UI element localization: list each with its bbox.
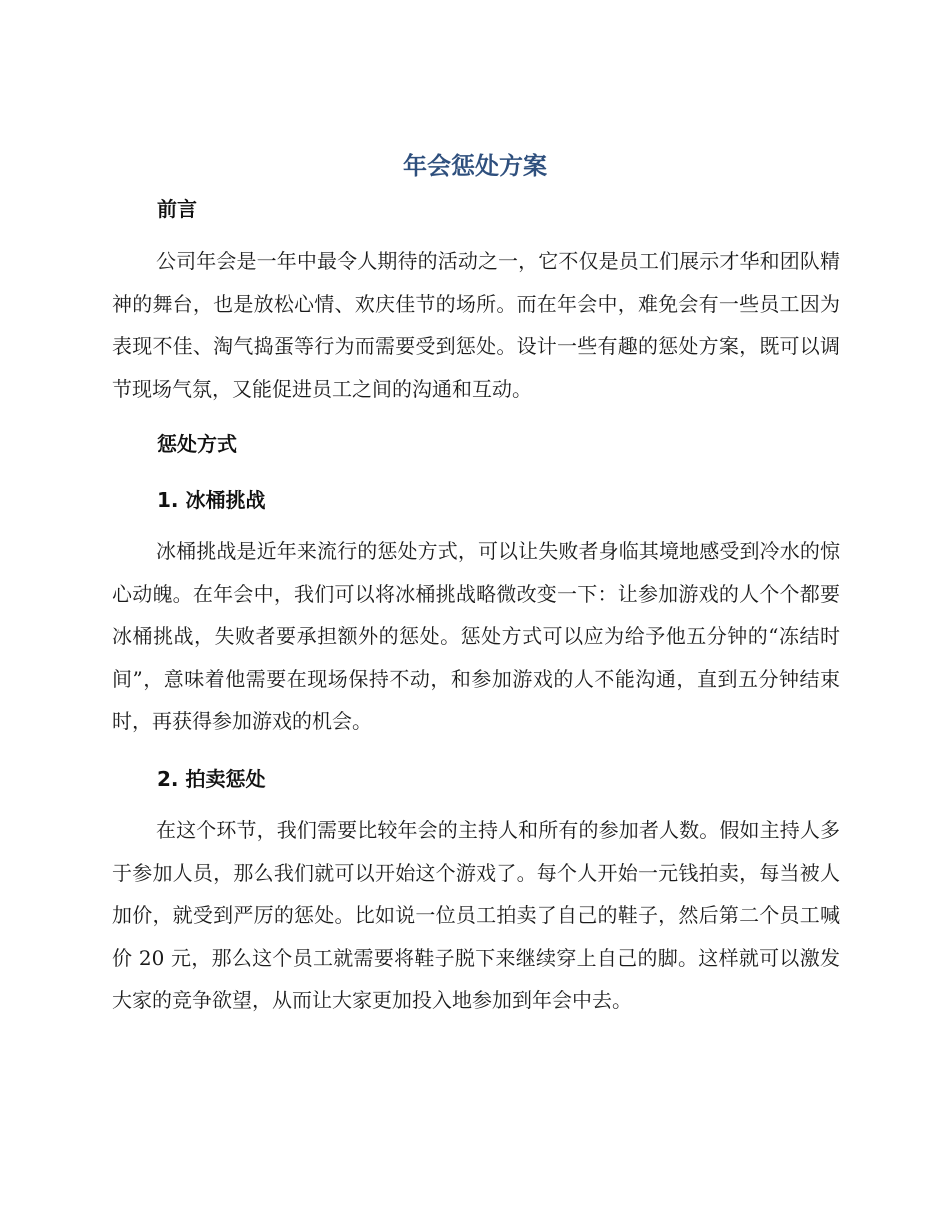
subheading-auction: 2. 拍卖惩处: [157, 767, 266, 791]
subheading-ice-bucket: 1. 冰桶挑战: [157, 488, 266, 512]
paragraph-ice-bucket: 冰桶挑战是近年来流行的惩处方式，可以让失败者身临其境地感受到冷水的惊心动魄。在年会中，我们可以将冰桶挑战略微改变一下：让参加游戏的人个个都要冰桶挑战，失败者要承担额外的惩处。惩处方式可以应为给予他五分钟的“冻结时间”，意味着他需要在现场保持不动，和参加游戏的人不能沟通，直到五分钟结束时，再获得参加游戏的机会。: [112, 539, 840, 733]
section-heading-methods: 惩处方式: [157, 432, 237, 456]
section-heading-preface: 前言: [157, 197, 197, 221]
paragraph-preface: 公司年会是一年中最令人期待的活动之一，它不仅是员工们展示才华和团队精神的舞台，也是放松心情、欢庆佳节的场所。而在年会中，难免会有一些员工因为表现不佳、淘气捣蛋等行为而需要受到惩处。设计一些有趣的惩处方案，既可以调节现场气氛，又能促进员工之间的沟通和互动。: [112, 249, 840, 401]
document-title: 年会惩处方案: [403, 152, 547, 180]
paragraph-auction: 在这个环节，我们需要比较年会的主持人和所有的参加者人数。假如主持人多于参加人员，那么我们就可以开始这个游戏了。每个人开始一元钱拍卖，每当被人加价，就受到严厉的惩处。比如说一位员工拍卖了自己的鞋子，然后第二个员工喊价 20 元，那么这个员工就需要将鞋子脱下来继续穿上自己的脚。这样就可以激发大家的竞争欲望，从而让大家更加投入地参加到年会中去。: [112, 818, 840, 1012]
